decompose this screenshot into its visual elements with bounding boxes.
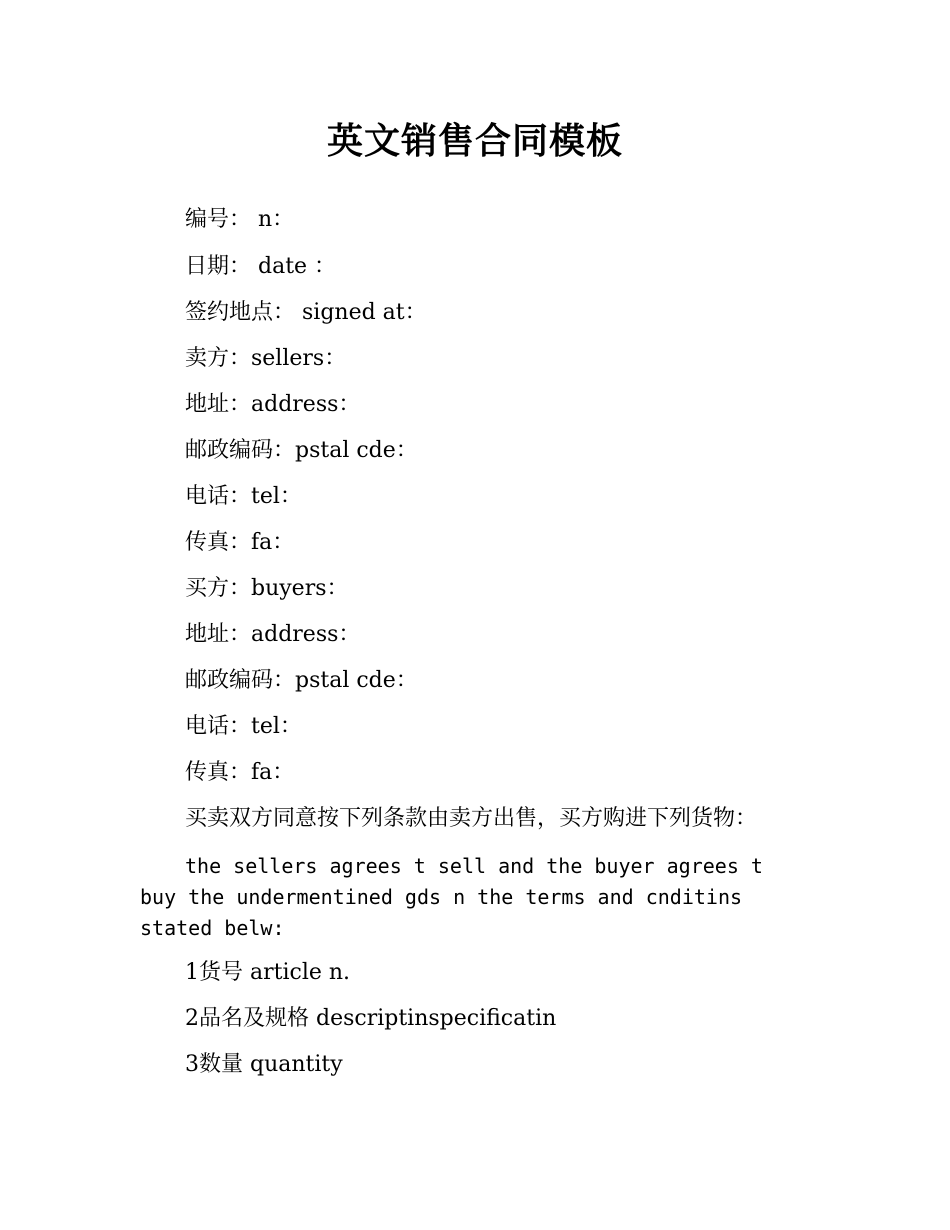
buyer-tel-line: 电话：tel： xyxy=(185,714,302,739)
seller-address-line: 地址：address： xyxy=(185,392,361,417)
agreement-statement: 买卖双方同意按下列条款由卖方出售，买方购进下列货物： xyxy=(185,806,758,831)
signed-at-line: 签约地点： signed at： xyxy=(185,300,427,325)
seller-line: 卖方：sellers： xyxy=(185,346,347,371)
item-article-number: 1货号 article n. xyxy=(185,960,351,985)
contract-number-line: 编号： n： xyxy=(185,207,295,232)
date-line: 日期： date ： xyxy=(185,254,337,279)
seller-fax-line: 传真：fa： xyxy=(185,530,295,555)
seller-tel-line: 电话：tel： xyxy=(185,484,302,509)
buyer-fax-line: 传真：fa： xyxy=(185,760,295,785)
seller-postal-code-line: 邮政编码：pstal cde： xyxy=(185,438,418,463)
buyer-postal-code-line: 邮政编码：pstal cde： xyxy=(185,668,418,693)
buyer-line: 买方：buyers： xyxy=(185,576,349,601)
agreement-paragraph-english: the sellers agrees t sell and the buyer agrees t buy the undermentined gds n the terms and cnditins stated belw: xyxy=(140,854,763,940)
item-description: 2品名及规格 descriptinspecificatin xyxy=(185,1006,557,1031)
document-title: 英文销售合同模板 xyxy=(326,121,623,162)
item-quantity: 3数量 quantity xyxy=(185,1052,343,1077)
buyer-address-line: 地址：address： xyxy=(185,622,361,647)
